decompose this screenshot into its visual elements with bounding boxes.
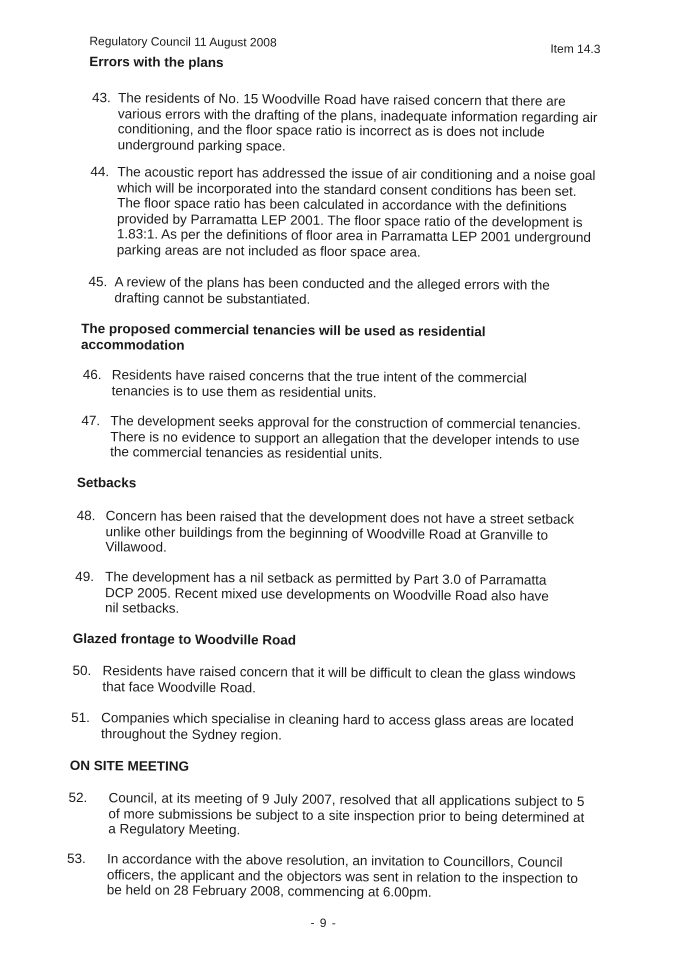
item-text: In accordance with the above resolution, an invitation to Councillors, Council officers, the applicant and the objectors was sent in relation to the inspection to be held on 28 February 2008, commencing at 6.00pm. (106, 851, 578, 900)
list-item (90, 164, 600, 260)
item-text: Concern has been raised that the development does not have a street setback unlike other buildings from the beginning of Woodville Road at Granville to Villawood. (105, 508, 575, 555)
item-text: A review of the plans has been conducted and the alleged errors with the drafting cannot be substantiated. (114, 274, 550, 307)
list-item (88, 274, 599, 307)
list-item (71, 709, 586, 743)
item-number: 48. (76, 507, 96, 524)
list-item (91, 90, 602, 154)
item-number: 46. (82, 366, 102, 383)
item-text: Residents have raised concern that it will be difficult to clean the glass windows that face Woodville Road. (102, 663, 576, 695)
list-item (82, 366, 598, 400)
list-item (66, 850, 583, 900)
section-heading: Glazed frontage to Woodville Road (72, 630, 297, 648)
section-heading: Errors with the plans (89, 54, 224, 71)
item-text: The residents of No. 15 Woodville Road have raised concern that there are various errors with the drafting of the plans, inadequate information regarding air conditioning, and the floor space ratio is incorrect as is does not include underground parking space. (117, 90, 598, 154)
item-text: Companies which specialise in cleaning hard to access glass areas are located throughout the Sydney region. (100, 710, 574, 743)
item-number: 45. (88, 274, 108, 290)
section-heading: Setbacks (76, 474, 137, 491)
item-number: 43. (91, 90, 111, 106)
list-item (76, 507, 592, 555)
item-text: Council, at its meeting of 9 July 2007, resolved that all applications subject to 5 of more submissions be subject to a site inspection prior to being determined at a Regulatory Meeting. (108, 790, 585, 838)
page-number: - 9 - (310, 915, 337, 931)
item-text: The acoustic report has addressed the issue of air conditioning and a noise goal which will be incorporated into the standard consent conditions has been set. The floor space ratio has been calculated in accordance with the definitions provided by Parramatta LEP 2001. The floor space ratio of the development is 1.83:1. As per the definitions of floor area in Parramatta LEP 2001 underground parking areas are not included as floor space area. (116, 164, 596, 260)
list-item (68, 789, 585, 838)
section-heading: The proposed commercial tenancies will be used as residential accommodation (80, 320, 486, 353)
list-item (72, 662, 588, 695)
list-item (75, 568, 590, 616)
item-number: 52. (68, 789, 88, 806)
item-number: 44. (90, 164, 110, 180)
list-item (81, 412, 597, 462)
header-item-number: Item 14.3 (550, 41, 601, 57)
item-number: 47. (81, 412, 101, 429)
item-text: The development seeks approval for the construction of commercial tenancies. There is no evidence to support an allegation that the developer intends to use the commercial tenancies as residential units. (110, 413, 581, 462)
section-heading: ON SITE MEETING (69, 757, 190, 774)
item-number: 53. (66, 850, 86, 867)
item-number: 50. (72, 662, 92, 679)
item-number: 51. (71, 709, 90, 726)
item-text: The development has a nil setback as permitted by Part 3.0 of Parramatta DCP 2005. Recent mixed use developments on Woodville Road also have nil setbacks. (104, 569, 549, 616)
header-meeting-title: Regulatory Council 11 August 2008 (89, 34, 277, 50)
item-number: 49. (75, 568, 95, 585)
item-text: Residents have raised concerns that the true intent of the commercial tenancies is to use them as residential units. (111, 367, 527, 400)
